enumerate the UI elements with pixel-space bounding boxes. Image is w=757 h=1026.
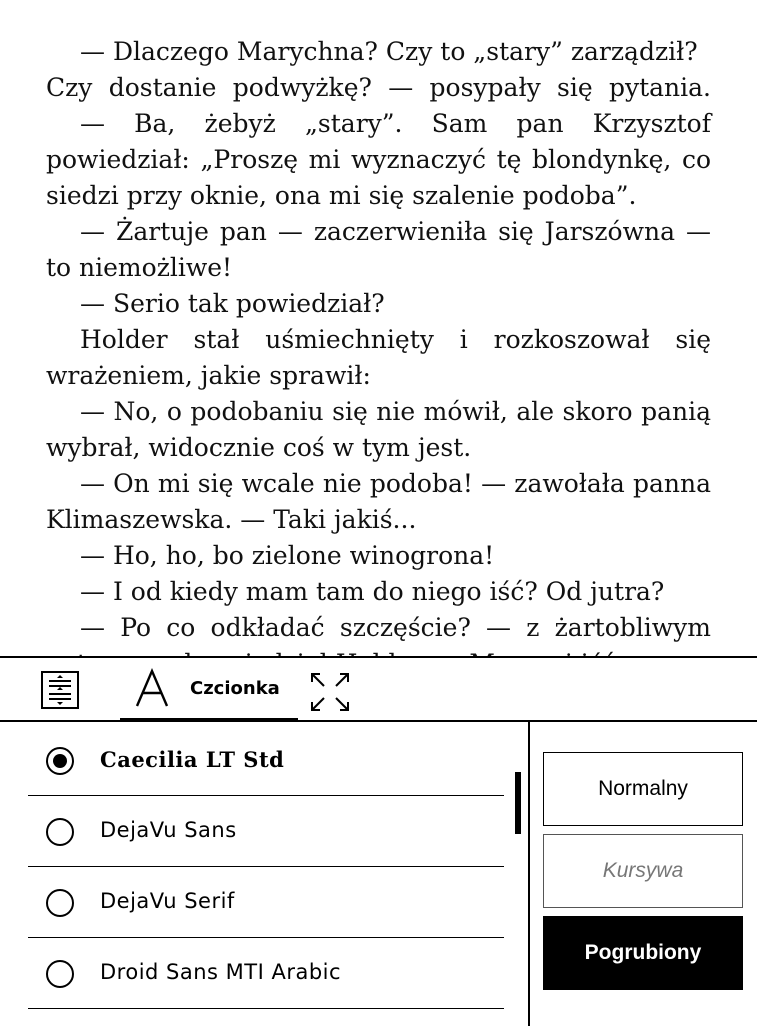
radio-unselected[interactable] (46, 889, 74, 917)
font-option-dejavu-serif[interactable] (28, 867, 504, 938)
text-line: — No, o podobaniu się nie mówił, ale skoro panią (80, 397, 711, 426)
text-line: Klimaszewska. — Taki jakiś... (46, 505, 417, 534)
radio-unselected[interactable] (46, 960, 74, 988)
text-line: — Po co odkładać szczęście? — z żartobliwym (80, 613, 711, 642)
text-line: — I od kiedy mam tam do niego iść? Od jutra? (80, 577, 665, 606)
text-line: siedzi przy oknie, ona mi się szalenie podoba”. (46, 181, 637, 210)
font-a-icon (134, 668, 170, 708)
style-italic-button[interactable]: Kursywa (543, 834, 743, 908)
style-normal-button[interactable]: Normalny (543, 752, 743, 826)
font-settings-panel (0, 656, 757, 1024)
text-line: wrażeniem, jakie sprawił: (46, 361, 371, 390)
settings-tabbar (0, 658, 757, 722)
font-option-label: DejaVu Serif (100, 889, 235, 913)
radio-unselected[interactable] (46, 818, 74, 846)
text-line: Czy dostanie podwyżkę? — posypały się pytania. (46, 73, 711, 102)
tab-font-label: Czcionka (190, 678, 280, 699)
font-option-droid-arabic[interactable] (28, 938, 504, 1009)
line-spacing-icon[interactable] (40, 670, 80, 710)
expand-arrows-icon[interactable] (308, 670, 352, 714)
text-line: wybrał, widocznie coś w tym jest. (46, 433, 472, 462)
text-line: — Żartuje pan — zaczerwieniła się Jarszówna — (80, 217, 711, 246)
text-line: to niemożliwe! (46, 253, 233, 282)
panel-divider (528, 722, 530, 1026)
radio-selected[interactable] (46, 747, 74, 775)
text-line: Holder stał uśmiechnięty i rozkoszował się (80, 325, 711, 354)
text-line: powiedział: „Proszę mi wyznaczyć tę blondynkę, co (46, 145, 711, 174)
font-option-dejavu-sans[interactable] (28, 796, 504, 867)
font-option-label: DejaVu Sans (100, 818, 237, 842)
tab-font[interactable] (120, 658, 298, 722)
text-line: — On mi się wcale nie podoba! — zawołała panna (80, 469, 711, 498)
text-line: — Ho, ho, bo zielone winogrona! (80, 541, 495, 570)
text-line: — Serio tak powiedział? (80, 289, 385, 318)
scrollbar-thumb[interactable] (515, 772, 521, 834)
font-option-label: Caecilia LT Std (100, 747, 285, 772)
text-line: — Ba, żebyż „stary”. Sam pan Krzysztof (80, 109, 711, 138)
font-option-label: Droid Sans MTI Arabic (100, 960, 342, 984)
style-bold-button[interactable]: Pogrubiony (543, 916, 743, 990)
font-list (0, 722, 530, 1026)
text-line: — Dlaczego Marychna? Czy to „stary” zarządził? (80, 37, 698, 66)
font-option-caecilia[interactable] (28, 725, 504, 796)
